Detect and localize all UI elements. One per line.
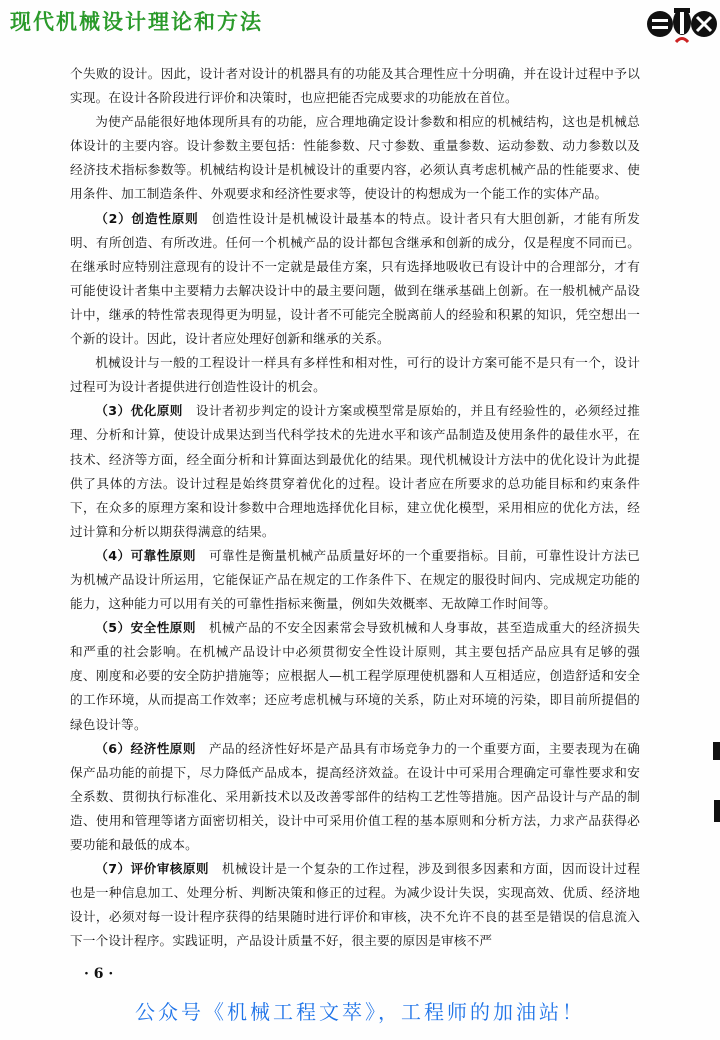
principle-heading: （7）评价审核原则 [95,861,209,877]
paragraph [70,616,640,736]
paragraph [70,110,640,206]
paragraph [70,207,640,352]
paragraph-text: 机械设计与一般的工程设计一样具有多样性和相对性，可行的设计方案可能不是只有一个，设计过程可为设计者提供进行创造性设计的机会。 [70,355,640,395]
paragraph [70,857,640,953]
paragraph-text: 产品的经济性好坏是产品具有市场竞争力的一个重要方面，主要表现为在确保产品功能的前提下，尽力降低产品成本，提高经济效益。在设计中可采用合理确定可靠性要求和安全系数、贯彻执行标准化、采用新技术以及改善零部件的结构工艺性等措施。因产品设计与产品的制造、使用和管理等诸方面密切相关，设计中可采用价值工程的基本原则和分析方法，力求产品获得必要功能和最低的成本。 [70,740,640,852]
paragraph [70,544,640,616]
paragraph-text: 创造性设计是机械设计最基本的特点。设计者只有大胆创新，才能有所发明、有所创造、有所改进。任何一个机械产品的设计都包含继承和创新的成分，仅是程度不同而已。在继承时应特别注意现有的设计不一定就是最佳方案，只有选择地吸收已有设计中的合理部分，才有可能使设计者集中主要精力去解决设计中的最主要问题，做到在继承基础上创新。在一般机械产品设计中，继承的特性常表现得更为明显，设计者不可能完全脱离前人的经验和积累的知识，凭空想出一个新的设计。因此，设计者应处理好创新和继承的关系。 [70,210,640,347]
paragraph-text: 个失败的设计。因此，设计者对设计的机器具有的功能及其合理性应十分明确，并在设计过程中予以实现。在设计各阶段进行评价和决策时，也应把能否完成要求的功能放在首位。 [70,66,640,106]
paragraph [70,62,640,110]
paragraph [70,399,640,544]
paragraph [70,737,640,857]
body-text [70,62,640,953]
principle-heading: （4）可靠性原则 [95,547,196,563]
running-header-title: 现代机械设计理论和方法 [10,10,263,34]
footer-slogan: 公众号《机械工程文萃》，工程师的加油站！ [135,1000,585,1024]
paragraph-text: 为使产品能很好地体现所具有的功能，应合理地确定设计参数和相应的机械结构，这也是机械总体设计的主要内容。设计参数主要包括：性能参数、尺寸参数、重量参数、运动参数、动力参数以及经济技术指标参数等。机械结构设计是机械设计的重要内容，必须认真考虑机械产品的性能要求、使用条件、加工制造条件、外观要求和经济性要求等，使设计的构想成为一个能工作的实体产品。 [70,114,640,202]
scan-edge-mark [713,742,720,760]
paragraph [70,351,640,399]
paragraph-text: 可靠性是衡量机械产品质量好坏的一个重要指标。目前，可靠性设计方法已为机械产品设计所运用，它能保证产品在规定的工作条件下、在规定的服役时间内、完成规定功能的能力，这种能力可以用有关的可靠性指标来衡量，例如失效概率、无故障工作时间等。 [70,547,640,612]
paragraph-text: 机械设计是一个复杂的工作过程，涉及到很多因素和方面，因而设计过程也是一种信息加工、处理分析、判断决策和修正的过程。为减少设计失误，实现高效、优质、经济地设计，必须对每一设计程序获得的结果随时进行评价和审核，决不允许不良的甚至是错误的信息流入下一个设计程序。实践证明，产品设计质量不好，很主要的原因是审核不严 [70,861,640,949]
principle-heading: （6）经济性原则 [95,740,196,756]
page-number: · 6 · [84,966,114,982]
principle-heading: （3）优化原则 [95,403,183,419]
principle-heading: （5）安全性原则 [95,620,196,636]
paragraph-text: 设计者初步判定的设计方案或模型常是原始的，并且有经验性的，必须经过推理、分析和计算，使设计成果达到当代科学技术的先进水平和该产品制造及使用条件的最佳水平，在技术、经济等方面，经全面分析和计算面达到最优化的结果。现代机械设计方法中的优化设计为此提供了具体的方法。设计过程是始终贯穿着优化的过程。设计者应在所要求的总功能目标和约束条件下，在众多的原理方案和设计参数中合理地选择优化目标，建立优化模型，采用相应的优化方法，经过计算和分析以期获得满意的结果。 [70,403,640,539]
principle-heading: （2）创造性原则 [95,210,199,226]
scan-edge-mark [714,800,720,822]
book-logo-icon [646,2,718,46]
paragraph-text: 机械产品的不安全因素常会导致机械和人身事故，甚至造成重大的经济损失和严重的社会影响。在机械产品设计中必须贯彻安全性设计原则，其主要包括产品应具有足够的强度、刚度和必要的安全防护措施等；应根据人—机工程学原理使机器和人互相适应，创造舒适和安全的工作环境，从而提高工作效率；还应考虑机械与环境的关系，防止对环境的污染，即目前所提倡的绿色设计等。 [70,620,640,732]
